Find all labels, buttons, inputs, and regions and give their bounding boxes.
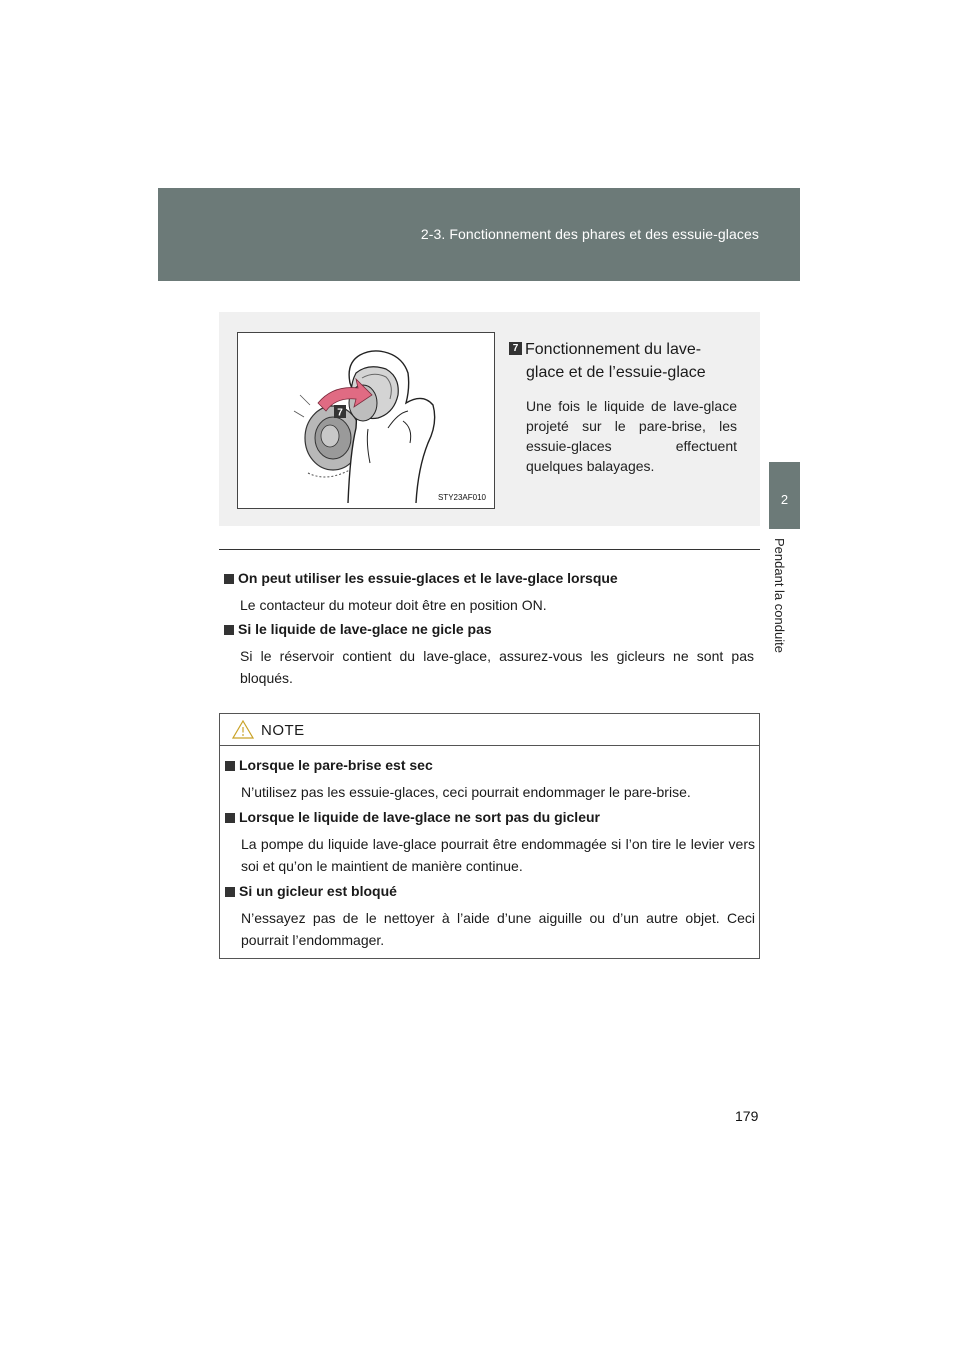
figure-text — [509, 338, 737, 476]
bullet-square-icon — [225, 761, 235, 771]
note-content — [225, 756, 755, 956]
info-section — [224, 569, 754, 693]
wiper-lever-hand-illustration — [238, 333, 494, 508]
bullet-square-icon — [225, 813, 235, 823]
info-body: Si le réservoir contient du lave-glace, assurez-vous les gicleurs ne sont pas bloqués. — [240, 648, 754, 686]
figure-code: STY23AF010 — [437, 493, 486, 502]
figure-heading-line2: glace et de l’essuie-glace — [526, 364, 706, 381]
chapter-tab[interactable] — [769, 462, 800, 529]
bullet-square-icon — [225, 887, 235, 897]
callout-7-label: 7 — [337, 407, 343, 419]
info-heading-text: On peut utiliser les essuie-glaces et le lave-glace lorsque — [238, 570, 618, 586]
section-divider — [219, 549, 760, 550]
section-title: 2-3. Fonctionnement des phares et des essuie-glaces — [420, 226, 759, 242]
note-item-heading — [225, 882, 755, 901]
warning-triangle-icon — [232, 720, 254, 739]
note-item-heading — [225, 808, 755, 827]
figure-description: Une fois le liquide de lave-glace projeté sur le pare-brise, les essuie-glaces effectuent quelques balayages. — [526, 398, 737, 474]
info-heading — [224, 620, 754, 639]
note-header — [220, 714, 759, 746]
figure-panel — [219, 312, 760, 526]
chapter-label: Pendant la conduite — [772, 538, 787, 653]
note-box — [219, 713, 760, 959]
side-tab-top — [769, 188, 800, 281]
info-body: Le contacteur du moteur doit être en position ON. — [240, 597, 547, 613]
figure-heading-line1: Fonctionnement du lave- — [525, 341, 702, 358]
bullet-square-icon — [224, 625, 234, 635]
note-heading-text: Lorsque le liquide de lave-glace ne sort pas du gicleur — [239, 809, 600, 825]
info-heading-text: Si le liquide de lave-glace ne gicle pas — [238, 621, 492, 637]
note-item-body: N’essayez pas de le nettoyer à l’aide d’une aiguille ou d’un autre objet. Ceci pourrait l’endommager. — [241, 910, 755, 948]
callout-number-badge: 7 — [509, 342, 522, 355]
note-item-body: La pompe du liquide lave-glace pourrait être endommagée si l’on tire le levier vers soi et qu’on le maintient de manière continue. — [241, 836, 755, 874]
bullet-square-icon — [224, 574, 234, 584]
note-item-heading — [225, 756, 755, 775]
note-heading-text: Si un gicleur est bloqué — [239, 883, 397, 899]
header-band — [158, 188, 799, 281]
note-heading-text: Lorsque le pare-brise est sec — [239, 757, 433, 773]
page-number: 179 — [735, 1108, 759, 1124]
info-heading — [224, 569, 754, 588]
note-title: NOTE — [261, 722, 305, 739]
figure-heading — [509, 338, 737, 384]
figure-illustration — [237, 332, 495, 509]
chapter-number: 2 — [780, 492, 789, 507]
note-item-body: N’utilisez pas les essuie-glaces, ceci pourrait endommager le pare-brise. — [241, 784, 691, 800]
